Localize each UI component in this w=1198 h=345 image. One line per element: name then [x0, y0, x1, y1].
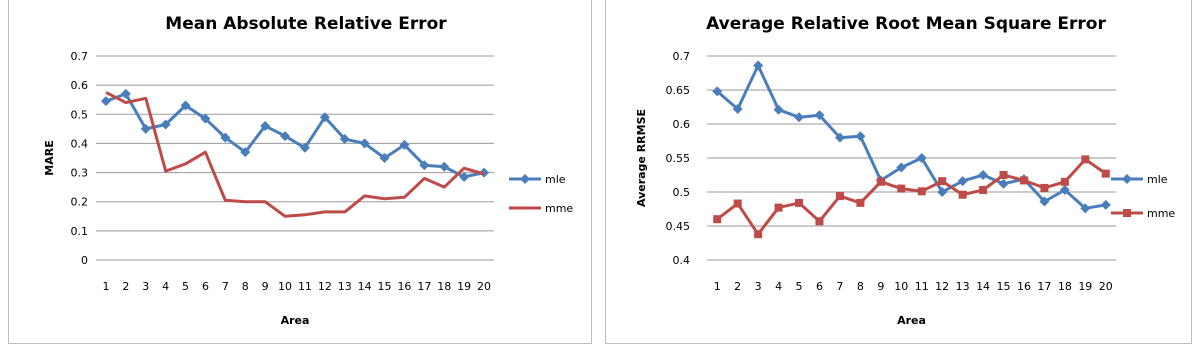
x-tick-label: 12 [935, 280, 950, 293]
mare-chart [9, 0, 593, 344]
x-tick-label: 18 [1057, 280, 1072, 293]
data-point-mme [979, 186, 987, 194]
x-tick-label: 18 [437, 280, 452, 293]
x-tick-label: 10 [894, 280, 909, 293]
y-tick-label: 0.7 [672, 50, 690, 63]
x-tick-label: 20 [477, 280, 492, 293]
data-point-mme [1081, 155, 1089, 163]
rrmse-chart [606, 0, 1193, 344]
data-point-mme [1000, 171, 1008, 179]
x-tick-label: 5 [795, 280, 803, 293]
y-tick-label: 0.7 [70, 50, 88, 63]
data-point-mle [439, 162, 449, 172]
x-tick-label: 8 [241, 280, 249, 293]
y-axis-label: MARE [43, 140, 56, 176]
x-tick-label: 14 [357, 280, 372, 293]
data-point-mme [877, 178, 885, 186]
data-point-mme [775, 204, 783, 212]
data-point-mme [959, 191, 967, 199]
x-tick-label: 12 [317, 280, 332, 293]
legend-marker-mme [1123, 209, 1131, 217]
data-point-mme [1020, 176, 1028, 184]
data-point-mle [101, 96, 111, 106]
data-point-mme [1061, 178, 1069, 186]
y-tick-label: 0.65 [665, 84, 690, 97]
data-point-mme [836, 192, 844, 200]
data-point-mme [856, 199, 864, 207]
y-tick-label: 0.1 [70, 224, 88, 238]
x-tick-label: 14 [976, 280, 991, 293]
x-tick-label: 6 [201, 280, 209, 293]
legend-marker-mle [520, 174, 530, 184]
x-tick-label: 4 [775, 280, 783, 293]
data-point-mme [938, 177, 946, 185]
y-tick-label: 0.2 [70, 195, 88, 209]
x-tick-label: 4 [162, 280, 170, 293]
x-tick-label: 11 [914, 280, 929, 293]
x-tick-label: 20 [1098, 280, 1113, 293]
x-tick-label: 13 [337, 280, 352, 293]
y-tick-label: 0.5 [672, 186, 690, 199]
y-tick-label: 0.6 [672, 118, 690, 131]
x-tick-label: 10 [278, 280, 293, 293]
legend-label-mme: mme [545, 202, 574, 215]
x-tick-label: 7 [836, 280, 844, 293]
data-point-mle [774, 105, 784, 115]
x-tick-label: 7 [221, 280, 229, 293]
x-tick-label: 16 [397, 280, 412, 293]
data-point-mle [794, 112, 804, 122]
y-tick-label: 0.4 [672, 254, 690, 267]
x-tick-label: 3 [754, 280, 762, 293]
legend-label-mme: mme [1147, 207, 1176, 220]
legend-label-mle: mle [1147, 173, 1168, 186]
x-tick-label: 9 [877, 280, 885, 293]
y-tick-label: 0.4 [70, 137, 88, 151]
y-tick-label: 0.5 [70, 108, 88, 122]
data-point-mme [713, 215, 721, 223]
data-point-mme [795, 199, 803, 207]
x-tick-label: 16 [1016, 280, 1031, 293]
y-tick-label: 0 [81, 254, 88, 267]
x-tick-label: 13 [955, 280, 970, 293]
x-tick-label: 15 [377, 280, 392, 293]
x-tick-label: 19 [1078, 280, 1093, 293]
x-tick-label: 15 [996, 280, 1011, 293]
x-axis-label: Area [897, 314, 926, 327]
data-point-mme [1102, 170, 1110, 178]
x-tick-label: 1 [713, 280, 721, 293]
y-tick-label: 0.55 [665, 152, 690, 165]
data-point-mle [1101, 200, 1111, 210]
x-tick-label: 2 [734, 280, 742, 293]
data-point-mme [918, 187, 926, 195]
x-tick-label: 3 [142, 280, 150, 293]
legend-label-mle: mle [545, 173, 566, 186]
x-tick-label: 8 [856, 280, 864, 293]
x-tick-label: 2 [122, 280, 130, 293]
rrmse-chart-panel [605, 0, 1192, 344]
series-line-mme [717, 159, 1106, 234]
x-tick-label: 5 [182, 280, 190, 293]
data-point-mle [753, 61, 763, 71]
data-point-mme [1040, 184, 1048, 192]
data-point-mme [815, 217, 823, 225]
x-tick-label: 19 [457, 280, 472, 293]
x-axis-label: Area [280, 314, 310, 327]
y-axis-label: Average RRMSE [635, 108, 648, 208]
x-tick-label: 17 [417, 280, 432, 293]
y-tick-label: 0.6 [70, 79, 88, 93]
x-tick-label: 17 [1037, 280, 1052, 293]
y-tick-label: 0.45 [665, 220, 690, 233]
data-point-mme [734, 200, 742, 208]
legend-marker-mle [1122, 174, 1132, 184]
data-point-mme [754, 230, 762, 238]
chart-title: Average Relative Root Mean Square Error [706, 14, 1106, 34]
data-point-mle [978, 170, 988, 180]
x-tick-label: 9 [261, 280, 269, 293]
chart-title: Mean Absolute Relative Error [165, 14, 447, 34]
data-point-mle [999, 179, 1009, 189]
x-tick-label: 11 [297, 280, 312, 293]
series-line-mme [106, 92, 484, 216]
x-tick-label: 1 [102, 280, 110, 293]
y-tick-label: 0.3 [70, 166, 88, 180]
x-tick-label: 6 [815, 280, 823, 293]
mare-chart-panel [8, 0, 592, 344]
data-point-mle [855, 131, 865, 141]
data-point-mme [897, 185, 905, 193]
